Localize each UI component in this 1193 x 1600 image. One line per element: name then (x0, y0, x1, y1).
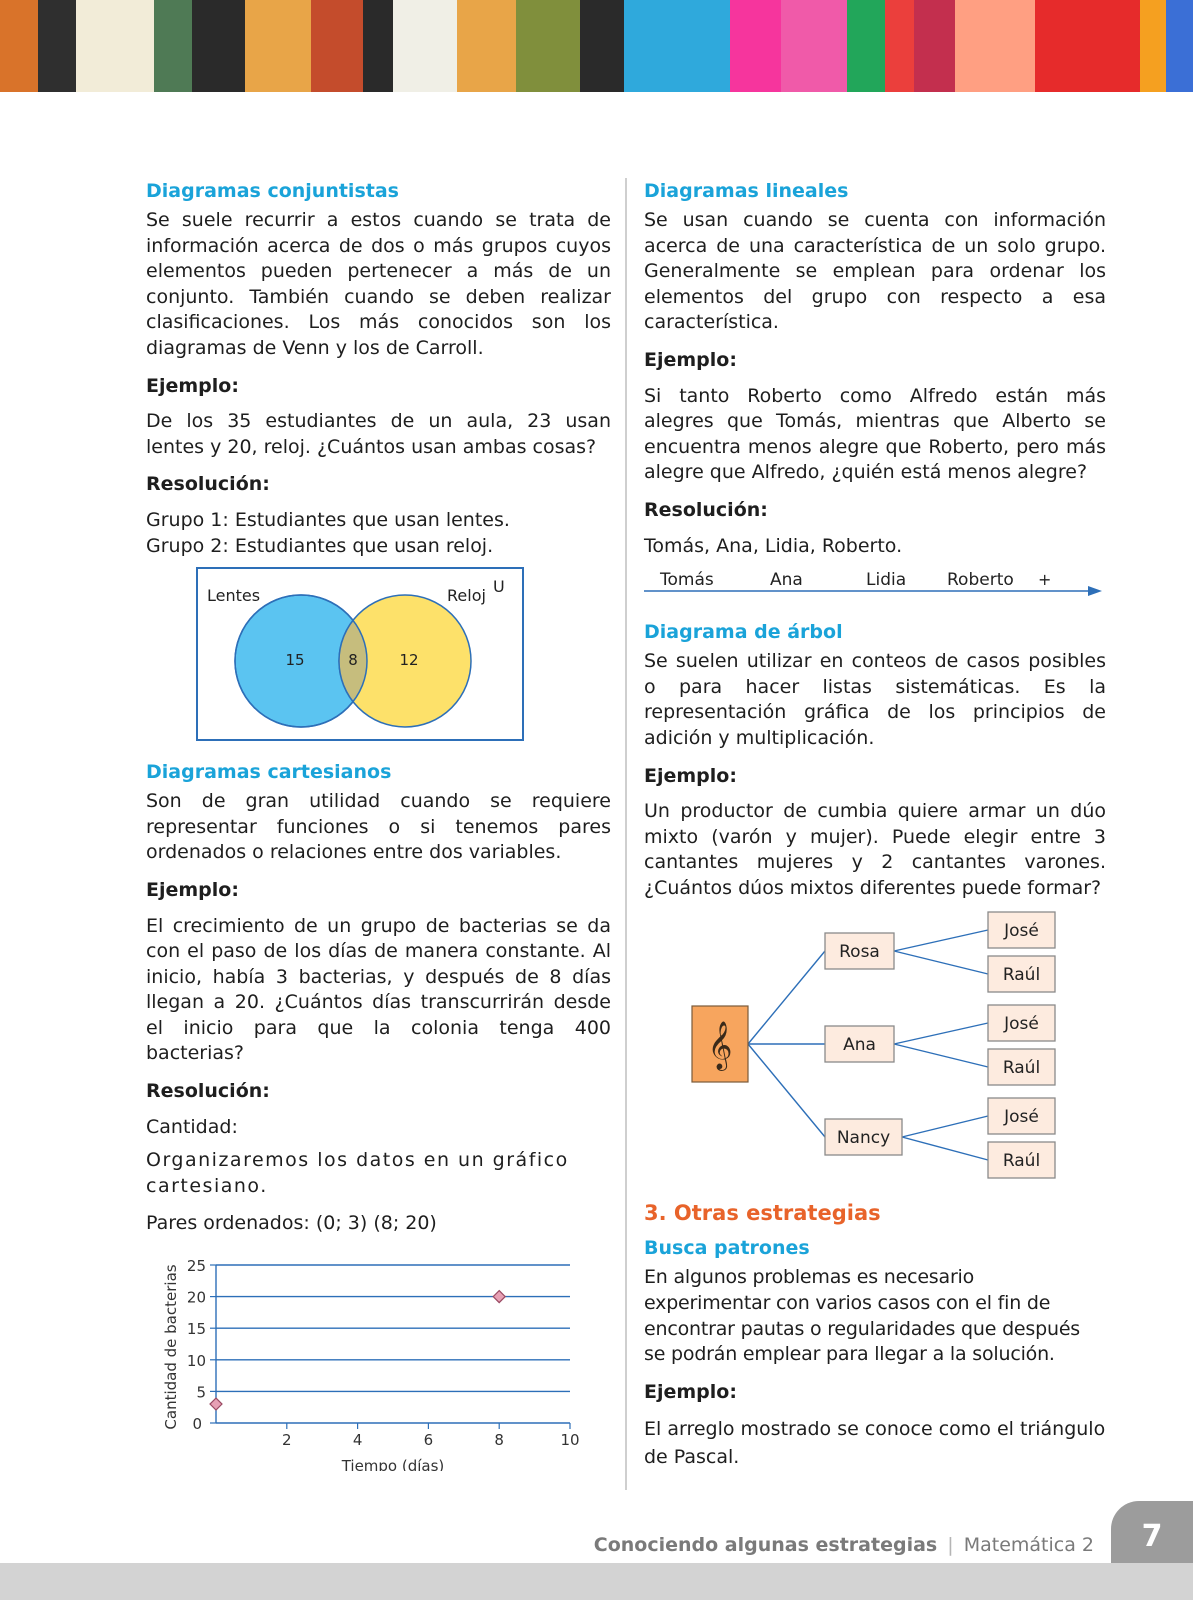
paragraph: De los 35 estudiantes de un aula, 23 usan lentes y 20, reloj. ¿Cuántos usan ambas cosas? (146, 410, 611, 458)
paragraph: Son de gran utilidad cuando se requiere representar funciones o si tenemos pares ordenados o relaciones entre dos variables. (146, 790, 611, 864)
banner-stripe (0, 0, 38, 92)
man-node (988, 912, 1055, 948)
man-node (988, 1142, 1055, 1178)
banner-stripe (457, 0, 516, 92)
man-node (988, 1049, 1055, 1085)
banner-stripe (363, 0, 392, 92)
y-tick-label: 20 (186, 1288, 206, 1307)
man-name: José (1004, 1107, 1039, 1128)
woman-name: Rosa (839, 942, 880, 963)
root-node (692, 1006, 748, 1082)
banner-stripe (38, 0, 76, 92)
set-label-reloj: Reloj (447, 586, 486, 606)
footer-title: Conociendo algunas estrategias (593, 1534, 938, 1556)
man-name: Raúl (1002, 1151, 1041, 1172)
paragraph: El crecimiento de un grupo de bacterias se da con el paso de los días de manera constante. Al inicio, había 3 bacterias, y después de 8 días llegan a 20. ¿Cuántos días transcurrirán desde el inicio para que la colonia tenga 400 bacterias? (146, 914, 611, 1065)
man-name: Raúl (1002, 965, 1041, 986)
section-title-conjuntistas: Diagramas conjuntistas (146, 180, 399, 202)
man-name: Raúl (1002, 1058, 1041, 1079)
venn-diagram (196, 567, 526, 745)
woman-node (825, 1026, 894, 1062)
man-node (988, 1098, 1055, 1134)
x-tick-label: 6 (423, 1431, 434, 1450)
banner-stripe (245, 0, 311, 92)
resolution-label: Resolución: (146, 473, 270, 496)
paragraph: Un productor de cumbia quiere armar un dúo mixto (varón y mujer). Puede elegir entre 3 cantantes mujeres y 2 cantantes varones. ¿Cuántos dúos mixtos diferentes puede formar? (644, 800, 1106, 899)
section-heading-otras-estrategias: 3. Otras estrategias (644, 1201, 881, 1226)
linear-name: Roberto (947, 570, 1014, 591)
banner-stripe (847, 0, 885, 92)
example-label: Ejemplo: (644, 764, 737, 787)
venn-only-lentes: 15 (285, 651, 305, 670)
banner-stripe (955, 0, 1034, 92)
universe-label: U (493, 577, 505, 597)
tree-diagram (644, 907, 1106, 1197)
footer-separator: | (947, 1534, 954, 1556)
man-node (988, 956, 1055, 992)
banner-stripe (393, 0, 457, 92)
right-column (644, 180, 1106, 1483)
banner-stripe (1035, 0, 1141, 92)
data-point (210, 1398, 222, 1410)
man-name: José (1004, 1014, 1039, 1035)
linear-diagram-svg (644, 565, 1106, 609)
woman-node (825, 1119, 902, 1155)
column-divider (625, 178, 627, 1490)
banner-stripe (885, 0, 914, 92)
woman-name: Nancy (836, 1128, 891, 1149)
page-number: 7 (1141, 1519, 1163, 1554)
banner-stripe (914, 0, 955, 92)
quantity-label: Cantidad: (146, 1115, 238, 1138)
banner-stripe (154, 0, 192, 92)
decorative-textile-banner (0, 0, 1193, 92)
banner-stripe (1166, 0, 1192, 92)
banner-stripe (516, 0, 580, 92)
woman-node (825, 933, 894, 969)
linear-diagram (644, 565, 1106, 609)
venn-only-reloj: 12 (399, 651, 419, 670)
left-column (146, 180, 611, 1471)
banner-stripe (730, 0, 781, 92)
resolution-answer: Tomás, Ana, Lidia, Roberto. (644, 534, 903, 557)
ordered-pairs: Pares ordenados: (0; 3) (8; 20) (146, 1212, 437, 1235)
cartesian-chart (146, 1251, 586, 1471)
paragraph: El arreglo mostrado se conoce como el triángulo de Pascal. (644, 1418, 1106, 1469)
section-title-lineales: Diagramas lineales (644, 180, 849, 202)
x-tick-label: 8 (494, 1431, 504, 1450)
footer-subject: Matemática 2 (963, 1534, 1094, 1556)
banner-stripe (624, 0, 730, 92)
paragraph: Organizaremos los datos en un gráfico cartesiano. (146, 1149, 569, 1197)
example-label: Ejemplo: (146, 878, 239, 901)
y-tick-label: 25 (186, 1257, 206, 1276)
banner-stripe (781, 0, 847, 92)
section-title-arbol: Diagrama de árbol (644, 621, 843, 644)
example-label: Ejemplo: (644, 1380, 737, 1403)
y-tick-label: 5 (196, 1383, 206, 1402)
linear-name: Ana (770, 570, 803, 591)
resolution-label: Resolución: (146, 1080, 270, 1103)
venn-both: 8 (348, 651, 358, 670)
group-2-text: Grupo 2: Estudiantes que usan reloj. (146, 534, 494, 557)
example-label: Ejemplo: (644, 348, 737, 371)
tree-diagram-svg (644, 907, 1106, 1197)
banner-stripe (580, 0, 624, 92)
data-point (493, 1291, 505, 1303)
x-tick-label: 2 (282, 1431, 292, 1450)
banner-stripe (192, 0, 245, 92)
section-title-cartesianos: Diagramas cartesianos (146, 761, 392, 784)
example-label: Ejemplo: (146, 374, 239, 397)
woman-name: Ana (843, 1035, 876, 1056)
linear-name: Tomás (660, 570, 714, 591)
arrow-head-icon (1088, 586, 1102, 596)
paragraph: En algunos problemas es necesario experimentar con varios casos con el fin de encontrar pautas o regularidades que después se podrán emplear para llegar a la solución. (644, 1266, 1081, 1366)
footer-band (0, 1563, 1193, 1600)
man-node (988, 1005, 1055, 1041)
paragraph: Se suele recurrir a estos cuando se trata de información acerca de dos o más grupos cuyos elementos pueden pertenecer a más de un conjunto. También cuando se deben realizar clasificaciones. Los más conocidos son los diagramas de Venn y los de Carroll. (146, 209, 611, 359)
y-tick-label: 0 (192, 1415, 202, 1434)
y-axis-label: Cantidad de bacterias (162, 1264, 180, 1430)
x-tick-label: 10 (560, 1431, 580, 1450)
x-axis-label: Tiempo (días) (341, 1457, 445, 1472)
footer-running-title (594, 1534, 1094, 1556)
paragraph: Se suelen utilizar en conteos de casos posibles o para hacer listas sistemáticas. Es la representación gráfica de los principios de adición y multiplicación. (644, 650, 1106, 749)
treble-clef-icon: 𝄞 (707, 1020, 733, 1070)
banner-stripe (76, 0, 154, 92)
set-label-lentes: Lentes (207, 586, 261, 606)
section-title-patrones: Busca patrones (644, 1237, 810, 1260)
man-name: José (1004, 921, 1039, 942)
plus-sign: + (1038, 570, 1052, 590)
linear-name: Lidia (866, 570, 907, 591)
resolution-label: Resolución: (644, 498, 768, 521)
y-tick-label: 15 (186, 1320, 206, 1339)
paragraph: Si tanto Roberto como Alfredo están más alegres que Tomás, mientras que Alberto se encuentra menos alegre que Roberto, pero más alegre que Alfredo, ¿quién está menos alegre? (644, 384, 1106, 484)
y-tick-label: 10 (186, 1351, 206, 1370)
venn-diagram-svg (196, 567, 526, 745)
paragraph: Se usan cuando se cuenta con información acerca de una característica de un solo grupo. Generalmente se emplean para ordenar los elementos del grupo con respecto a esa característica. (644, 209, 1106, 334)
group-1-text: Grupo 1: Estudiantes que usan lentes. (146, 508, 510, 531)
banner-stripe (1140, 0, 1166, 92)
cartesian-chart-svg (146, 1251, 586, 1471)
banner-stripe (311, 0, 364, 92)
x-tick-label: 4 (352, 1431, 363, 1450)
